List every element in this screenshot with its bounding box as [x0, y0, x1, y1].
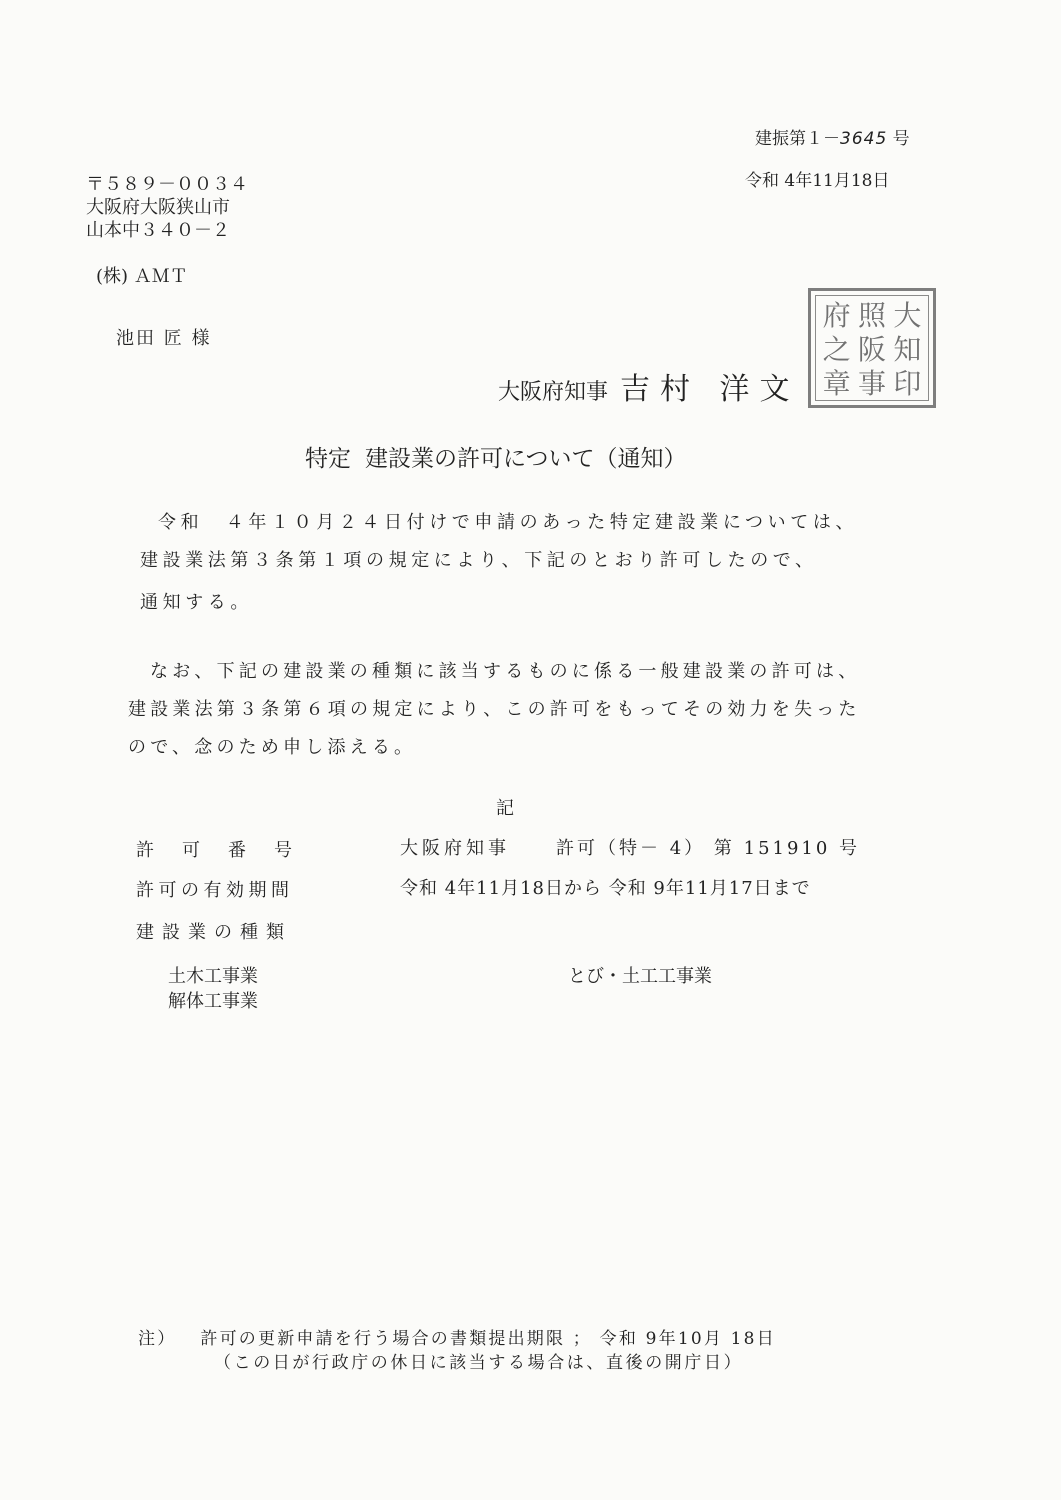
title-part-1: 特定: [305, 446, 351, 472]
construction-type-label: 建設業の種類: [136, 922, 292, 943]
sender-name: 吉村 洋文: [620, 372, 800, 407]
seal-char: 事: [857, 367, 886, 400]
seal-characters: [819, 299, 925, 400]
sender-block: [498, 364, 800, 408]
official-seal: [808, 288, 936, 408]
permit-number: 許可（特－ 4） 第 151910 号: [556, 838, 861, 859]
paragraph-1-line-1: 令和 ４年１０月２４日付けで申請のあった特定建設業については、: [158, 512, 859, 533]
seal-char: 之: [822, 333, 851, 366]
issue-date: 令和 4年11月18日: [745, 171, 890, 191]
footnote: [138, 1324, 776, 1349]
permit-issuer: 大阪府知事: [400, 838, 510, 859]
paragraph-2-line-3: ので、念のため申し添える。: [128, 737, 417, 758]
paragraph-2-line-2: 建設業法第３条第６項の規定により、この許可をもってその効力を失った: [128, 699, 861, 720]
seal-char: 府: [822, 299, 851, 332]
recipient-address: [86, 173, 248, 242]
paragraph-1-line-3: 通知する。: [140, 592, 253, 613]
address-line-1: 大阪府大阪狭山市: [86, 197, 230, 218]
seal-char: 照: [857, 299, 886, 332]
validity-value: 令和 4年11月18日から 令和 9年11月17日まで: [400, 878, 811, 899]
paragraph-1-line-2: 建設業法第３条第１項の規定により、下記のとおり許可したので、: [140, 550, 818, 571]
construction-type-right: とび・土工工事業: [568, 966, 712, 987]
validity-label: 許可の有効期間: [136, 880, 294, 901]
construction-type-item: 土木工事業: [168, 966, 258, 987]
permit-number-label: 許可番号: [136, 840, 320, 861]
document-number-prefix: 建振第１－: [755, 129, 840, 149]
address-line-2: 山本中３４０－２: [86, 220, 230, 241]
document-number-handwritten: 3645: [840, 129, 888, 149]
footnote-label: 注）: [138, 1329, 177, 1349]
seal-char: 阪: [857, 333, 886, 366]
construction-type-item: 解体工事業: [168, 991, 258, 1012]
footnote-subtext: （この日が行政庁の休日に該当する場合は、直後の開庁日）: [214, 1353, 744, 1373]
paragraph-2-line-1: なお、下記の建設業の種類に該当するものに係る一般建設業の許可は、: [150, 661, 861, 682]
seal-char: 大: [893, 299, 922, 332]
document-number-suffix: 号: [892, 129, 910, 149]
permit-number-value: [400, 834, 860, 860]
document-number: [755, 124, 910, 149]
seal-char: 知: [893, 333, 922, 366]
seal-char: 章: [822, 367, 851, 400]
title-part-2: 建設業の許可について（通知）: [365, 446, 687, 472]
ki-heading: 記: [496, 798, 514, 819]
recipient-company: (株) ＡＭＴ: [96, 266, 188, 287]
footnote-text: 許可の更新申請を行う場合の書類提出期限 ； 令和 9年10月 18日: [200, 1329, 776, 1349]
seal-char: 印: [893, 367, 922, 400]
postal-code: 〒５８９－００３４: [86, 174, 248, 195]
sender-title: 大阪府知事: [498, 380, 609, 405]
construction-types-left: [168, 964, 258, 1014]
document-title: [305, 440, 687, 473]
recipient-person: 池田 匠 様: [116, 328, 212, 349]
